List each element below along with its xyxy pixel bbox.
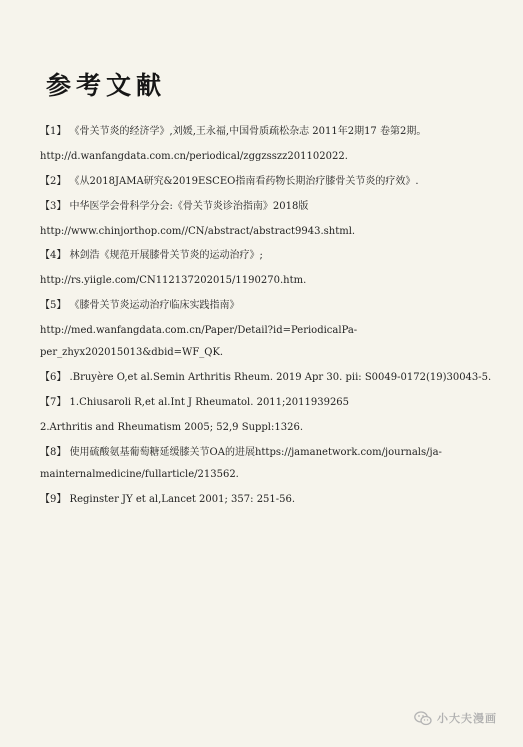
reference-line: 【4】 林剑浩《规范开展膝骨关节炎的运动治疗》;: [40, 250, 263, 262]
reference-line: 2.Arthritis and Rheumatism 2005; 52,9 Suppl:1326.: [40, 421, 304, 433]
reference-line: 【5】 《膝骨关节炎运动治疗临床实践指南》: [40, 300, 240, 312]
watermark: [414, 710, 497, 726]
reference-line: 【8】 使用硫酸氨基葡萄糖延缓膝关节OA的进展https://jamanetwork.com/journals/ja-: [40, 446, 442, 458]
reference-link: mainternalmedicine/fullarticle/213562.: [40, 468, 239, 480]
reference-link: per_zhyx202015013&dbid=WF_QK.: [40, 347, 224, 359]
reference-link: http://d.wanfangdata.com.cn/periodical/zggzsszz201102022.: [40, 150, 348, 162]
reference-link: http://www.chinjorthop.com//CN/abstract/abstract9943.shtml.: [40, 225, 356, 237]
reference-line: 【2】 《从2018JAMA研究&2019ESCEO指南看药物长期治疗膝骨关节炎的疗效》.: [40, 175, 419, 187]
reference-link: http://rs.yiigle.com/CN112137202015/1190270.htm.: [40, 275, 307, 287]
page-title: 参考文献: [46, 71, 167, 100]
reference-list: [40, 126, 492, 518]
reference-line: 【1】 《骨关节炎的经济学》,刘媛,王永福,中国骨质疏松杂志 2011年2期17 卷第2期。: [40, 126, 427, 137]
wechat-icon: [414, 711, 432, 726]
reference-line: 【7】 1.Chiusaroli R,et al.Int J Rheumatol. 2011;2011939265: [40, 396, 350, 408]
reference-line: 【3】 中华医学会骨科学分会:《骨关节炎诊治指南》2018版: [40, 200, 309, 212]
reference-link: http://med.wanfangdata.com.cn/Paper/Detail?id=PeriodicalPa-: [40, 325, 358, 337]
reference-line: 【6】 .Bruyère O,et al.Semin Arthritis Rheum. 2019 Apr 30. pii: S0049-0172(19)30043-5.: [40, 372, 492, 384]
reference-line: 【9】 Reginster JY et al,Lancet 2001; 357: 251-56.: [40, 493, 296, 505]
watermark-text: 小大夫漫画: [437, 712, 497, 725]
